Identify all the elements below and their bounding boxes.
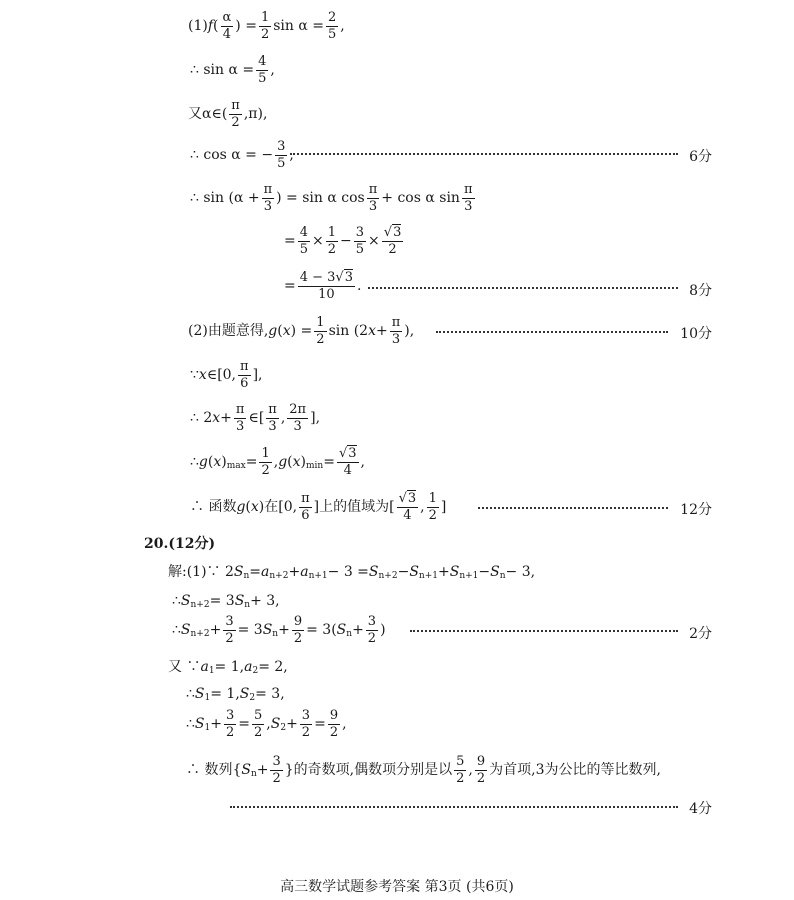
score-10: 10分 bbox=[680, 326, 712, 342]
page-footer: 高三数学试题参考答案 第3页 (共6页) bbox=[280, 879, 514, 895]
score-2: 2分 bbox=[689, 626, 712, 642]
line-9: ∵ x ∈[0, $\frac{\pi}{6}$ ], bbox=[190, 358, 263, 391]
score-12: 12分 bbox=[680, 502, 712, 518]
line-1: (1) f ( $\frac{\alpha}{4}$ ) = $\frac{1}{2}$ sin α = $\frac{2}{5}$ , bbox=[188, 9, 345, 42]
dotted-leader bbox=[478, 507, 668, 509]
score-6: 6分 bbox=[689, 149, 712, 165]
line-13: 解:(1)∵ 2 S n = a n+2 + a n+1 − 3 = S n+2 − S n+1 + S n+1 − S n − 3, bbox=[168, 564, 536, 581]
dotted-leader bbox=[290, 153, 678, 155]
line-14: ∴ S n+2 = 3 S n + 3, bbox=[172, 593, 280, 610]
question-20-heading: 20.(12分) bbox=[144, 536, 216, 552]
dotted-leader bbox=[368, 287, 678, 289]
line-4: ∴ cos α = − $\frac{3}{5}$ , bbox=[190, 138, 294, 171]
line-18: ∴ S 1 + $\frac{3}{2}$ = $\frac{5}{2}$ , S 2 + $\frac{3}{2}$ = $\frac{9}{2}$ , bbox=[186, 707, 347, 740]
dotted-leader bbox=[410, 630, 678, 632]
score-8: 8分 bbox=[689, 283, 712, 299]
line-7: = $\frac{4 - 3√3}{10}$ . bbox=[284, 269, 362, 302]
line-8: (2)由题意得, g ( x ) = $\frac{1}{2}$ sin (2 x + $\frac{\pi}{3}$ ), bbox=[188, 314, 415, 347]
line-5: ∴ sin (α + $\frac{\pi}{3}$ ) = sin α cos $\frac{\pi}{3}$ + cos α sin $\frac{\pi}{3}$ bbox=[190, 181, 473, 214]
score-4: 4分 bbox=[689, 801, 712, 817]
dotted-leader bbox=[230, 806, 678, 808]
line-10: ∴ 2 x + $\frac{\pi}{3}$ ∈[ $\frac{\pi}{3}$ , $\frac{2\pi}{3}$ ], bbox=[190, 401, 321, 434]
dotted-leader bbox=[436, 331, 668, 333]
line-15: ∴ S n+2 + $\frac{3}{2}$ = 3 S n + $\frac{9}{2}$ = 3( S n + $\frac{3}{2}$ ) bbox=[172, 613, 386, 646]
line-6: = $\frac{4}{5}$ × $\frac{1}{2}$ − $\frac{3}{5}$ × $\frac{√3}{2}$ bbox=[284, 224, 402, 257]
line-17: ∴ S 1 = 1, S 2 = 3, bbox=[186, 686, 285, 703]
line-19: ∴ 数列{ S n + $\frac{3}{2}$ }的奇数项,偶数项分别是以 $\frac{5}{2}$ , $\frac{9}{2}$ 为首项,3为公比的等比数列, bbox=[186, 753, 661, 786]
line-12: ∴ 函数 g ( x )在[0, $\frac{\pi}{6}$ ]上的值域为[ $\frac{√3}{4}$ , $\frac{1}{2}$ ] bbox=[190, 490, 447, 523]
line-2: ∴ sin α = $\frac{4}{5}$ , bbox=[190, 53, 275, 86]
line-3: 又α∈( $\frac{\pi}{2}$ ,π), bbox=[188, 97, 268, 130]
line-11: ∴ g ( x ) max = $\frac{1}{2}$ , g ( x ) min = $\frac{√3}{4}$ , bbox=[190, 445, 365, 478]
line-16: 又 ∵ a 1 = 1, a 2 = 2, bbox=[168, 659, 288, 676]
